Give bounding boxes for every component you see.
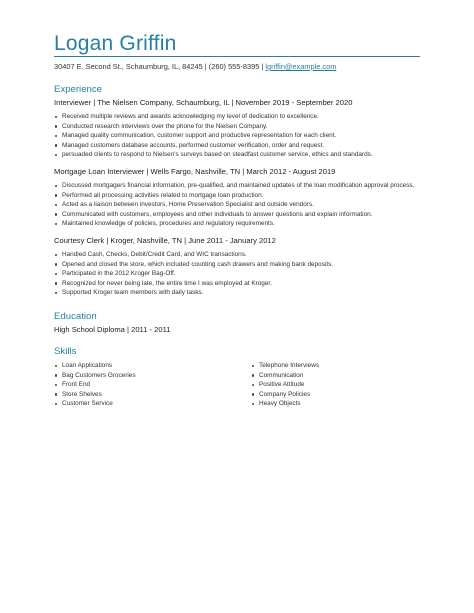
contact-line [54, 62, 336, 71]
skill-item: Communication [251, 371, 319, 381]
skill-item: Telephone Interviews [251, 361, 319, 371]
skills-list-left [54, 361, 136, 409]
skills-list-right [251, 361, 319, 409]
section-title-education: Education [54, 311, 97, 322]
email-link[interactable]: lgriffin@example.com [265, 62, 337, 71]
job-title: Courtesy Clerk | Kroger, Nashville, TN | June 2011 - January 2012 [54, 236, 276, 245]
education-entry: High School Diploma | 2011 - 2011 [54, 325, 171, 334]
list-item: Participated in the 2012 Kroger Bag-Off. [54, 269, 333, 279]
skill-item: Bag Customers Groceries [54, 371, 136, 381]
list-item: Acted as a liaison between investors, Home Preservation Specialist and outside vendors. [54, 200, 414, 210]
list-item: Received multiple reviews and awards acknowledging my level of dedication to excellence. [54, 112, 373, 122]
list-item: Managed quality communication, customer support and productive representation for each client. [54, 131, 373, 141]
skill-item: Store Shelves [54, 390, 136, 400]
list-item: Recognized for never being late, the entire time I was employed at Kroger. [54, 279, 333, 289]
candidate-name: Logan Griffin [54, 32, 177, 55]
skill-item: Heavy Objects [251, 399, 319, 409]
list-item: Supported Kroger team members with daily tasks. [54, 288, 333, 298]
header-rule [54, 56, 420, 57]
list-item: Handled Cash, Checks, Debit/Credit Card, and WIC transactions. [54, 250, 333, 260]
job-bullets [54, 181, 414, 229]
list-item: Conducted research interviews over the phone for the Nielsen Company. [54, 122, 373, 132]
list-item: Maintained knowledge of policies, procedures and regulatory requirements. [54, 219, 414, 229]
skill-item: Positive Attitude [251, 380, 319, 390]
skill-item: Loan Applications [54, 361, 136, 371]
list-item: persuaded clients to respond to Nielsen's surveys based on steadfast customer service, ethics and standards. [54, 150, 373, 160]
section-title-skills: Skills [54, 346, 77, 357]
list-item: Discussed mortgagers financial information, pre-qualified, and maintained updates of the loan modification approval process. [54, 181, 414, 191]
job-title: Mortgage Loan Interviewer | Wells Fargo, Nashville, TN | March 2012 - August 2019 [54, 167, 336, 176]
skill-item: Company Policies [251, 390, 319, 400]
list-item: Performed all processing activities related to mortgage loan production. [54, 191, 414, 201]
list-item: Opened and closed the store, which included counting cash drawers and making bank deposits. [54, 260, 333, 270]
job-bullets [54, 112, 373, 160]
skill-item: Customer Service [54, 399, 136, 409]
section-title-experience: Experience [54, 84, 102, 95]
list-item: Managed customers database accounts, performed customer verification, order and request. [54, 141, 373, 151]
contact-details: 30407 E. Second St., Schaumburg, IL, 84245 | (260) 555-8395 | [54, 62, 264, 71]
skill-item: Front End [54, 380, 136, 390]
job-bullets [54, 250, 333, 298]
job-title: Interviewer | The Nielsen Company, Schaumburg, IL | November 2019 - September 2020 [54, 98, 353, 107]
list-item: Communicated with customers, employees and other individuals to answer questions and explain information. [54, 210, 414, 220]
